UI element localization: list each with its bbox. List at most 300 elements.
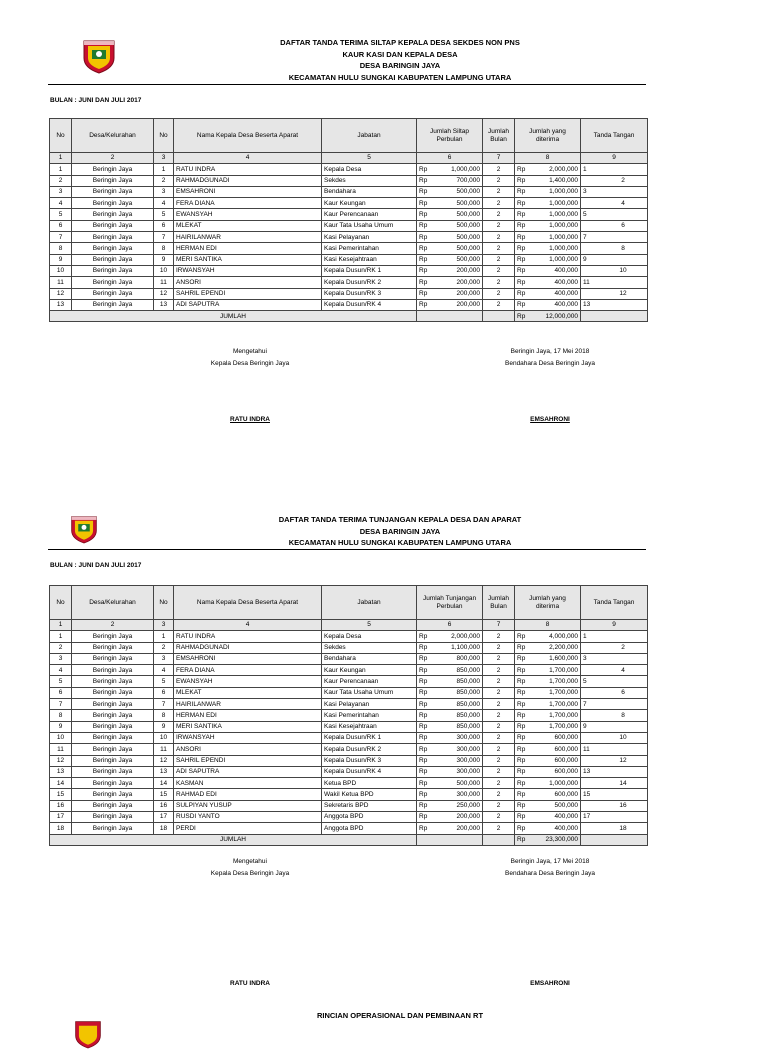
jumlah-diterima-cell-wrap [515,199,580,208]
title-line: DAFTAR TANDA TERIMA SILTAP KEPALA DESA SEKDES NON PNS [280,38,520,47]
jumlah-diterima-cell-value: 1,000,000 [549,233,578,241]
jumlah-diterima-cell [515,732,581,743]
jumlah-perbulan-cell-value: 850,000 [456,677,480,685]
jumlah-perbulan-cell [417,778,483,789]
signature-number: 8 [621,244,625,252]
jumlah-diterima-cell-wrap [515,176,580,185]
desa-cell: Beringin Jaya [72,744,154,755]
signature-cell [581,299,648,310]
jumlah-perbulan-cell-value: 500,000 [456,210,480,218]
desa-cell: Beringin Jaya [72,277,154,288]
jabatan-cell: Kepala Dusun/RK 1 [322,732,417,743]
row-number: 6 [50,687,72,698]
row-number-2: 13 [154,299,174,310]
row-number: 10 [50,732,72,743]
currency-label: Rp [517,233,526,241]
jumlah-bulan-cell: 2 [483,232,515,243]
regency-logo [70,513,98,545]
row-number: 13 [50,766,72,777]
jumlah-perbulan-cell-wrap [417,244,482,253]
currency-label: Rp [517,802,526,810]
currency-label: Rp [517,290,526,297]
jumlah-bulan-cell: 2 [483,209,515,220]
total-blank [581,834,648,845]
currency-label: Rp [419,824,428,832]
signature-cell [581,699,648,710]
nama-cell: ADI SAPUTRA [174,766,322,777]
jumlah-perbulan-cell-value: 200,000 [456,824,480,832]
jumlah-diterima-cell [515,800,581,811]
signature-cell [581,209,648,220]
jumlah-perbulan-cell [417,687,483,698]
column-number: 2 [72,153,154,164]
desa-cell: Beringin Jaya [72,710,154,721]
total-label: JUMLAH [50,834,417,845]
currency-label: Rp [517,244,526,252]
document-header [150,514,650,549]
jumlah-diterima-cell [515,631,581,642]
row-number-2: 11 [154,277,174,288]
jumlah-bulan-cell: 2 [483,198,515,209]
header-bulan: Jumlah Bulan [483,586,515,620]
jabatan-cell: Kaur Tata Usaha Umum [322,687,417,698]
nama-cell: HAIRILANWAR [174,232,322,243]
nama-cell: RATU INDRA [174,164,322,175]
jumlah-bulan-cell: 2 [483,710,515,721]
table-row [50,299,648,310]
jumlah-perbulan-cell-wrap [417,824,482,833]
row-number: 14 [50,778,72,789]
table-row [50,254,648,265]
jumlah-diterima-cell-wrap [515,632,580,641]
total-row [50,834,648,845]
total-value [515,311,581,322]
regency-logo [82,38,116,74]
row-number: 12 [50,288,72,299]
tunjangan-table [49,585,648,846]
signature-number: 11 [583,745,590,753]
row-number-2: 5 [154,209,174,220]
jumlah-diterima-cell-value: 1,000,000 [549,222,578,230]
table-row [50,721,648,732]
signature-number: 5 [583,677,587,685]
jumlah-perbulan-cell-value: 850,000 [456,700,480,708]
jabatan-cell: Anggota BPD [322,812,417,823]
currency-label: Rp [517,655,526,663]
table-row [50,175,648,186]
jumlah-perbulan-cell-wrap [417,677,482,686]
desa-cell: Beringin Jaya [72,721,154,732]
column-number: 9 [581,620,648,631]
jabatan-cell: Wakil Ketua BPD [322,789,417,800]
jumlah-perbulan-cell [417,209,483,220]
jumlah-diterima-cell-wrap [515,187,580,196]
nama-cell: HERMAN EDI [174,710,322,721]
siltap-table [49,118,648,322]
table-row [50,653,648,664]
jabatan-cell: Kaur Keungan [322,665,417,676]
header-no: No [50,119,72,153]
signature-cell [581,220,648,231]
jumlah-perbulan-cell-value: 850,000 [456,689,480,697]
jumlah-perbulan-cell [417,254,483,265]
header-diterima: Jumlah yang diterima [515,119,581,153]
signature-number: 3 [583,188,587,196]
jumlah-bulan-cell: 2 [483,277,515,288]
jumlah-diterima-cell-value: 2,000,000 [549,165,578,173]
jumlah-perbulan-cell-wrap [417,187,482,196]
column-number: 5 [322,620,417,631]
jumlah-diterima-cell-wrap [515,278,580,287]
jumlah-perbulan-cell-value: 300,000 [456,734,480,742]
table-row [50,823,648,834]
row-number: 10 [50,265,72,276]
mengetahui-label: Mengetahui [233,858,267,865]
jumlah-diterima-cell-wrap [515,790,580,799]
jumlah-perbulan-cell-wrap [417,654,482,663]
kepala-desa-name: RATU INDRA [230,980,270,987]
signature-cell [581,800,648,811]
nama-cell: RAHMADGUNADI [174,175,322,186]
nama-cell: PERDI [174,823,322,834]
signature-cell [581,164,648,175]
row-number-2: 8 [154,243,174,254]
jumlah-perbulan-cell [417,642,483,653]
currency-label: Rp [419,655,428,663]
row-number: 9 [50,254,72,265]
jumlah-diterima-cell [515,653,581,664]
jumlah-perbulan-cell-wrap [417,767,482,776]
signature-cell [581,766,648,777]
jumlah-perbulan-cell [417,243,483,254]
jumlah-diterima-cell [515,812,581,823]
jumlah-diterima-cell-value: 1,700,000 [549,677,578,685]
row-number: 12 [50,755,72,766]
row-number: 5 [50,209,72,220]
jumlah-diterima-cell-value: 1,000,000 [549,256,578,264]
jumlah-diterima-cell-wrap [515,745,580,754]
row-number-2: 10 [154,732,174,743]
row-number: 6 [50,220,72,231]
jumlah-perbulan-cell [417,766,483,777]
currency-label: Rp [419,723,428,731]
jumlah-diterima-cell [515,721,581,732]
column-number: 4 [174,620,322,631]
currency-label: Rp [517,632,526,640]
document-header [150,37,650,83]
jabatan-cell: Ketua BPD [322,778,417,789]
signature-cell [581,288,648,299]
row-number-2: 4 [154,665,174,676]
signature-cell [581,732,648,743]
signature-number: 9 [583,723,587,731]
table-row [50,778,648,789]
title-line: DAFTAR TANDA TERIMA TUNJANGAN KEPALA DESA DAN APARAT [278,515,522,524]
currency-label: Rp [419,813,428,821]
title-line: DESA BARINGIN JAYA [359,61,441,70]
jumlah-bulan-cell: 2 [483,642,515,653]
column-number: 1 [50,153,72,164]
jumlah-diterima-cell-wrap [515,711,580,720]
currency-label: Rp [517,813,526,821]
total-blank [581,311,648,322]
jumlah-diterima-cell [515,209,581,220]
jumlah-perbulan-cell-wrap [417,700,482,709]
jumlah-perbulan-cell-wrap [417,812,482,821]
desa-cell: Beringin Jaya [72,642,154,653]
header-divider [48,84,646,85]
nama-cell: SAHRIL EPENDI [174,755,322,766]
nama-cell: ADI SAPUTRA [174,299,322,310]
jumlah-bulan-cell: 2 [483,265,515,276]
currency-label: Rp [419,644,428,652]
jumlah-diterima-cell-value: 500,000 [554,802,578,810]
header-jumlah: Jumlah Tunjangan Perbulan [417,586,483,620]
total-blank [483,311,515,322]
table-row [50,265,648,276]
signature-number: 9 [583,256,587,264]
jabatan-cell: Kepala Desa [322,164,417,175]
currency-label: Rp [419,222,428,230]
jumlah-perbulan-cell-value: 500,000 [456,199,480,207]
nama-cell: ANSORI [174,277,322,288]
document-header [150,1010,650,1022]
place-date: Beringin Jaya, 17 Mei 2018 [510,858,590,865]
jumlah-diterima-cell-wrap [515,700,580,709]
currency-label: Rp [517,711,526,719]
jumlah-diterima-cell-wrap [515,677,580,686]
jabatan-cell: Kaur Perencanaan [322,676,417,687]
jumlah-diterima-cell-wrap [515,210,580,219]
jumlah-diterima-cell-value: 400,000 [554,824,578,832]
nama-cell: IRWANSYAH [174,732,322,743]
nama-cell: RAHMAD EDI [174,789,322,800]
row-number-2: 6 [154,687,174,698]
jabatan-cell: Kaur Tata Usaha Umum [322,220,417,231]
jumlah-perbulan-cell-wrap [417,289,482,298]
jumlah-diterima-cell-value: 1,400,000 [549,177,578,185]
nama-cell: RATU INDRA [174,631,322,642]
jumlah-bulan-cell: 2 [483,254,515,265]
row-number: 3 [50,186,72,197]
jumlah-perbulan-cell [417,631,483,642]
nama-cell: HAIRILANWAR [174,699,322,710]
signature-number: 7 [583,700,587,708]
column-number: 3 [154,153,174,164]
signature-number: 13 [583,768,591,776]
row-number-2: 15 [154,789,174,800]
jumlah-perbulan-cell [417,789,483,800]
jumlah-perbulan-cell-wrap [417,221,482,230]
jumlah-perbulan-cell [417,198,483,209]
header-desa: Desa/Kelurahan [72,119,154,153]
jumlah-diterima-cell-wrap [515,824,580,833]
table-row [50,631,648,642]
currency-label: Rp [517,824,526,832]
jabatan-cell: Kasi Pelayanan [322,699,417,710]
jumlah-perbulan-cell [417,265,483,276]
row-number: 15 [50,789,72,800]
jumlah-bulan-cell: 2 [483,755,515,766]
total-value-wrap [515,835,580,844]
jumlah-perbulan-cell-wrap [417,790,482,799]
jumlah-perbulan-cell-value: 500,000 [456,188,480,196]
jumlah-perbulan-cell-value: 2,000,000 [451,632,480,640]
currency-label: Rp [419,244,428,252]
jumlah-diterima-cell-wrap [515,266,580,275]
jumlah-perbulan-cell-wrap [417,733,482,742]
jumlah-perbulan-cell-value: 200,000 [456,290,480,297]
period-label: BULAN : JUNI DAN JULI 2017 [50,97,142,104]
jabatan-cell: Kepala Dusun/RK 4 [322,766,417,777]
row-number-2: 2 [154,642,174,653]
jumlah-perbulan-cell-value: 300,000 [456,768,480,776]
jumlah-diterima-cell [515,232,581,243]
jumlah-diterima-cell-value: 400,000 [554,278,578,286]
jabatan-cell: Anggota BPD [322,823,417,834]
signature-cell [581,642,648,653]
row-number: 7 [50,699,72,710]
nama-cell: RUSDI YANTO [174,812,322,823]
jumlah-perbulan-cell-value: 850,000 [456,711,480,719]
jumlah-perbulan-cell-wrap [417,210,482,219]
jumlah-bulan-cell: 2 [483,220,515,231]
jumlah-diterima-cell-value: 1,700,000 [549,711,578,719]
column-number: 8 [515,153,581,164]
row-number-2: 3 [154,186,174,197]
jumlah-diterima-cell-value: 2,200,000 [549,644,578,652]
jumlah-perbulan-cell-value: 800,000 [456,655,480,663]
jumlah-diterima-cell-wrap [515,688,580,697]
header-ttd: Tanda Tangan [581,586,648,620]
signature-number: 3 [583,655,587,663]
signature-cell [581,631,648,642]
jumlah-diterima-cell-wrap [515,801,580,810]
jumlah-perbulan-cell-value: 300,000 [456,790,480,798]
table-row [50,676,648,687]
jumlah-bulan-cell: 2 [483,164,515,175]
total-blank [483,834,515,845]
jumlah-diterima-cell-value: 600,000 [554,757,578,764]
currency-label: Rp [517,256,526,264]
signature-cell [581,254,648,265]
signature-cell [581,232,648,243]
jumlah-diterima-cell-wrap [515,643,580,652]
currency-label: Rp [419,632,428,640]
kepala-desa-title: Kepala Desa Beringin Jaya [210,360,290,367]
table-row [50,755,648,766]
jumlah-diterima-cell-value: 1,000,000 [549,199,578,207]
total-blank [417,311,483,322]
signature-cell [581,710,648,721]
jumlah-diterima-cell [515,755,581,766]
nama-cell: ANSORI [174,744,322,755]
header-divider [48,549,646,550]
title-line: RINCIAN OPERASIONAL DAN PEMBINAAN RT [316,1011,484,1020]
jumlah-bulan-cell: 2 [483,732,515,743]
jumlah-perbulan-cell-wrap [417,165,482,174]
signature-number: 14 [619,779,627,787]
title-line: KECAMATAN HULU SUNGKAI KABUPATEN LAMPUNG UTARA [288,72,512,82]
column-number-row [50,153,648,164]
jumlah-perbulan-cell-value: 200,000 [456,301,480,309]
jumlah-bulan-cell: 2 [483,676,515,687]
jumlah-diterima-cell [515,254,581,265]
jumlah-diterima-cell-value: 1,700,000 [549,700,578,708]
currency-label: Rp [419,233,428,241]
nama-cell: SULPIYAN YUSUP [174,800,322,811]
row-number: 13 [50,299,72,310]
desa-cell: Beringin Jaya [72,732,154,743]
currency-label: Rp [419,165,428,173]
signature-number: 5 [583,210,587,218]
signature-cell [581,665,648,676]
column-number: 7 [483,620,515,631]
nama-cell: MERI SANTIKA [174,721,322,732]
jabatan-cell: Bendahara [322,186,417,197]
currency-label: Rp [419,734,428,742]
jumlah-bulan-cell: 2 [483,665,515,676]
row-number-2: 11 [154,744,174,755]
jumlah-diterima-cell [515,823,581,834]
jumlah-bulan-cell: 2 [483,186,515,197]
signature-number: 4 [621,666,625,674]
jumlah-perbulan-cell [417,710,483,721]
jumlah-perbulan-cell-value: 700,000 [456,177,480,185]
jumlah-diterima-cell-wrap [515,255,580,264]
jumlah-perbulan-cell [417,699,483,710]
jumlah-perbulan-cell-wrap [417,233,482,242]
desa-cell: Beringin Jaya [72,631,154,642]
currency-label: Rp [517,188,526,196]
jabatan-cell: Kaur Perencanaan [322,209,417,220]
currency-label: Rp [517,199,526,207]
currency-label: Rp [419,768,428,776]
table-row [50,800,648,811]
jumlah-diterima-cell-value: 1,700,000 [549,689,578,697]
jumlah-diterima-cell [515,243,581,254]
jumlah-perbulan-cell-value: 850,000 [456,666,480,674]
currency-label: Rp [517,267,526,275]
row-number: 3 [50,653,72,664]
column-number: 6 [417,620,483,631]
jumlah-perbulan-cell [417,676,483,687]
signature-number: 7 [583,233,587,241]
table-row [50,164,648,175]
header-nama: Nama Kepala Desa Beserta Aparat [174,119,322,153]
desa-cell: Beringin Jaya [72,186,154,197]
jumlah-perbulan-cell-value: 250,000 [456,802,480,810]
jumlah-bulan-cell: 2 [483,823,515,834]
signature-cell [581,755,648,766]
jumlah-perbulan-cell-wrap [417,801,482,810]
jumlah-perbulan-cell-value: 500,000 [456,222,480,230]
bendahara-name: EMSAHRONI [530,980,570,987]
row-number: 1 [50,164,72,175]
currency-label: Rp [419,278,428,286]
header-desa: Desa/Kelurahan [72,586,154,620]
jumlah-diterima-cell-wrap [515,779,580,788]
signature-number: 18 [619,824,627,832]
row-number-2: 12 [154,288,174,299]
row-number-2: 2 [154,175,174,186]
signature-number: 12 [619,757,627,764]
total-value-wrap [515,312,580,321]
column-number: 6 [417,153,483,164]
regency-logo [74,1018,102,1050]
jumlah-diterima-cell [515,186,581,197]
jumlah-bulan-cell: 2 [483,653,515,664]
